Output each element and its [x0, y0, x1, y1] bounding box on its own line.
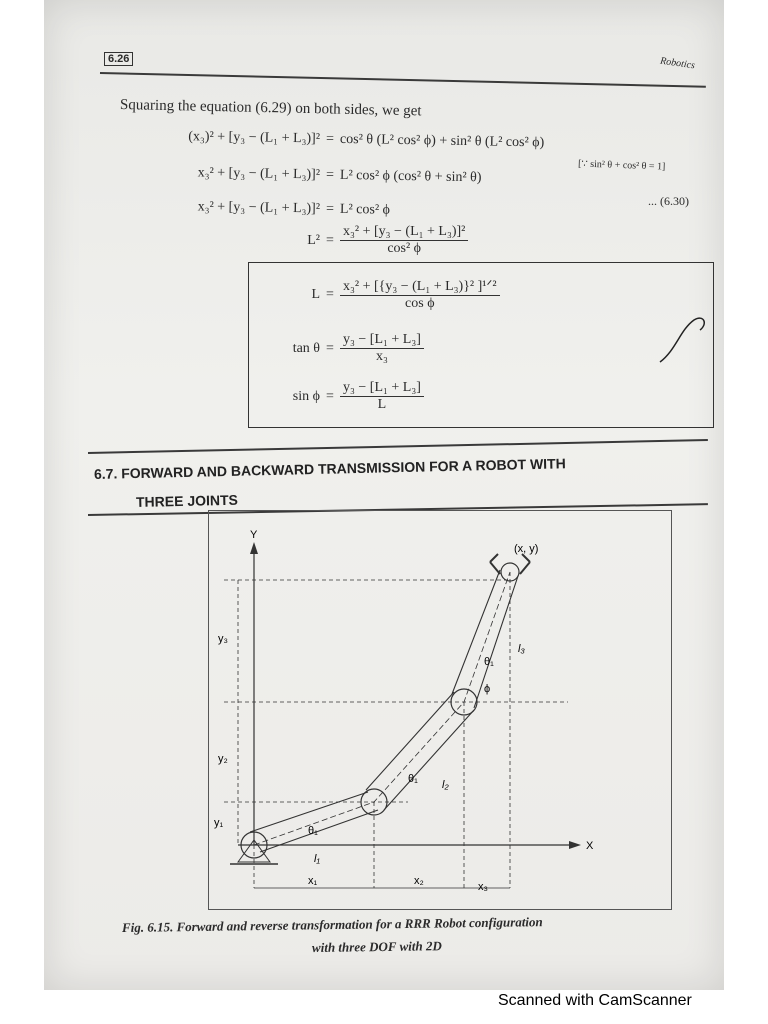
- l2-label: l₂: [442, 779, 449, 791]
- numerator: y₃ − [L₁ + L₃]: [340, 332, 424, 349]
- boxed-equation-sin: [268, 380, 424, 413]
- gripper: [490, 554, 530, 574]
- theta1-label-a: θ₁: [308, 825, 318, 837]
- equation-number: ... (6.30): [648, 194, 689, 208]
- intro-text: Squaring the equation (6.29) on both sides, we get: [119, 97, 422, 120]
- section-heading: 6.7. FORWARD AND BACKWARD TRANSMISSION FOR A ROBOT WITH: [93, 455, 566, 482]
- robot-arm-diagram: [208, 510, 670, 908]
- link-1: [250, 792, 378, 852]
- page-number: 6.26: [104, 52, 133, 66]
- y-axis-label: Y: [250, 529, 258, 541]
- equals-sign: =: [325, 167, 335, 183]
- equation-lhs: tan θ: [292, 340, 320, 356]
- section-heading-cont: THREE JOINTS: [135, 491, 239, 510]
- end-point-label: (x, y): [514, 543, 539, 555]
- denominator: cos² ϕ: [387, 241, 422, 256]
- x1-label: x₁: [308, 875, 318, 887]
- l1-label: l₁: [314, 853, 320, 865]
- equation-lhs: x₃² + [y₃ − (L₁ + L₃)]²: [197, 165, 321, 183]
- equals-sign: =: [326, 232, 334, 248]
- equation-lhs: L²: [307, 232, 320, 248]
- y3-label: y₃: [218, 633, 228, 645]
- denominator: x₃: [375, 349, 388, 364]
- boxed-equation-tan: [268, 332, 424, 365]
- figure-caption-cont: with three DOF with 2D: [311, 938, 442, 955]
- running-header: Robotics: [659, 55, 696, 72]
- fraction: [340, 332, 424, 365]
- fraction: [340, 224, 468, 257]
- equation-lhs: x₃² + [y₃ − (L₁ + L₃)]²: [197, 199, 321, 217]
- figure-caption: Fig. 6.15. Forward and reverse transformation for a RRR Robot configuration: [121, 914, 543, 935]
- scanner-watermark: Scanned with CamScanner: [498, 992, 692, 1009]
- x2-label: x₂: [414, 875, 424, 887]
- theta1-label-c: θ₁: [484, 656, 494, 668]
- identity-note: [∵ sin² θ + cos² θ = 1]: [577, 158, 666, 173]
- y1-label: y₁: [214, 817, 224, 829]
- pen-mark: [656, 310, 716, 370]
- equals-sign: =: [325, 131, 335, 147]
- equation-4: [290, 224, 468, 257]
- equation-lhs: sin ϕ: [292, 388, 320, 404]
- equation-rhs: L² cos² ϕ (cos² θ + sin² θ): [339, 167, 482, 186]
- x3-label: x₃: [478, 881, 488, 893]
- equation-rhs: cos² θ (L² cos² ϕ) + sin² θ (L² cos² ϕ): [339, 131, 545, 151]
- numerator: x₃² + [y₃ − (L₁ + L₃)]²: [340, 224, 468, 241]
- x-axis-arrow: [569, 841, 581, 849]
- l3-label: l₃: [518, 643, 525, 655]
- y-axis-arrow: [250, 542, 258, 554]
- theta1-label-b: θ₁: [408, 773, 418, 785]
- equation-lhs: (x₃)² + [y₃ − (L₁ + L₃)]²: [188, 129, 321, 147]
- fraction: [340, 380, 424, 413]
- fraction: [340, 278, 500, 312]
- numerator: x₃² + [{y₃ − (L₁ + L₃)}² ]¹ᐟ²: [340, 278, 500, 296]
- denominator: L: [377, 397, 387, 412]
- equals-sign: =: [326, 340, 334, 356]
- numerator: y₃ − [L₁ + L₃]: [340, 380, 424, 397]
- equals-sign: =: [326, 388, 334, 404]
- equals-sign: =: [325, 201, 335, 217]
- equation-rhs: L² cos² ϕ: [339, 201, 391, 218]
- phi-label: ϕ: [484, 683, 491, 695]
- denominator: cos ϕ: [405, 296, 435, 311]
- x-axis-label: X: [586, 840, 594, 852]
- boxed-equation-L: [290, 278, 500, 312]
- equation-lhs: L: [311, 287, 320, 302]
- y2-label: y₂: [218, 753, 228, 765]
- equals-sign: =: [326, 287, 334, 302]
